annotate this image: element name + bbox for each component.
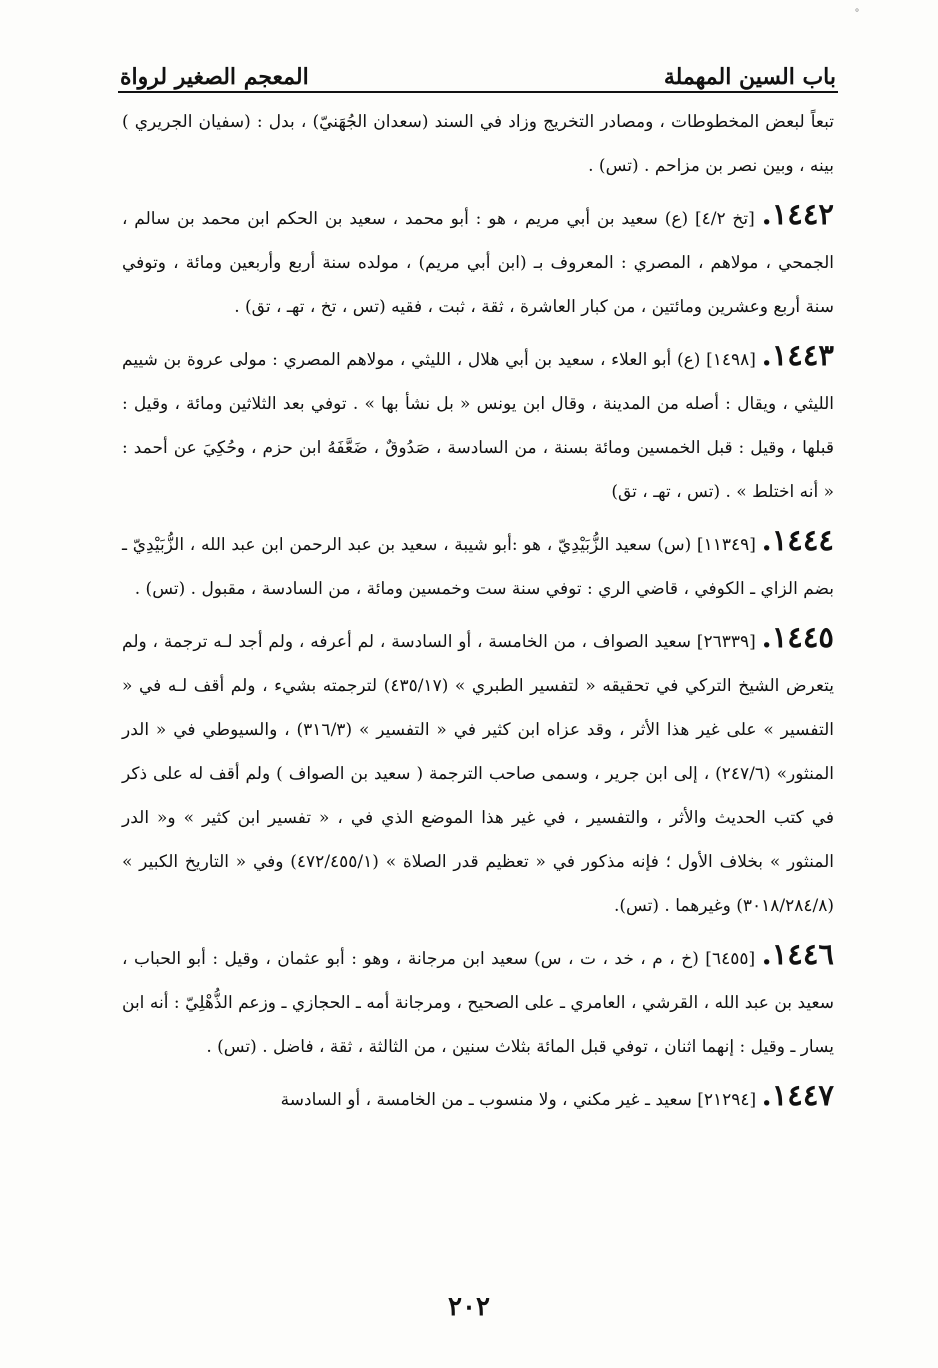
entry-text: [٢١٢٩٤] سعيد ـ غير مكني ، ولا منسوب ـ من الخامسة ، أو السادسة [280, 1090, 757, 1110]
entry-1443 [122, 333, 834, 514]
entry-number: ١٤٤٣. [761, 338, 834, 372]
book-title: المعجم الصغير لرواة [120, 64, 309, 90]
entry-number: ١٤٤٢. [761, 197, 835, 231]
entry-1442 [122, 192, 834, 329]
entry-text: [١٤٩٨] (ع) أبو العلاء ، سعيد بن أبي هلال ، الليثي ، مولاهم المصري : مولى عروة بن شييم الليثي ، ويقال : أصله من المدينة ، وقال ابن يونس « بل نشأ بها » . توفي بعد الثلاثين ومائة ، وقيل : قبلها ، وقيل : قبل الخمسين ومائة بسنة ، من السادسة ، صَدُوقٌ ، ضَعَّفَهُ ابن حزم ، وحُكِيَ عن أحمد : « أنه اختلط » . (تس ، تهـ ، تق) [122, 350, 834, 502]
entry-text: [تخ ٤/٢] (ع) سعيد بن أبي مريم ، هو : أبو محمد ، سعيد بن الحكم ابن محمد بن سالم ، الجمحي ، مولاهم ، المصري : المعروف بـ (ابن أبي مريم) ، مولده سنة أربع وأربعين ومائة ، وتوفي سنة أربع وعشرين ومائتين ، من كبار العاشرة ، ثقة ، ثبت ، فقيه (تس ، تخ ، تهـ ، تق) . [122, 209, 834, 317]
page-number: ٢٠٢ [448, 1292, 490, 1322]
entry-number: ١٤٤٤. [761, 523, 834, 557]
running-header [118, 40, 838, 96]
entry-1446 [122, 932, 834, 1069]
entry-number: ١٤٤٥. [761, 620, 834, 654]
entry-1444 [122, 518, 834, 611]
entry-text: [١١٣٤٩] (س) سعيد الزُّبَيْدِيّ ، هو :أبو شيبة ، سعيد بن عبد الرحمن ابن عبد الله ، الزُّبَيْدِيّ ـ بضم الزاي ـ الكوفي ، قاضي الري : توفي سنة ست وخمسين ومائة ، من السادسة ، مقبول . (تس) . [122, 535, 834, 599]
continuation-paragraph: تبعاً لبعض المخطوطات ، ومصادر التخريج وزاد في السند (سعدان الجُهَنيّ) ، بدل : (سفيان الجريري ) بينه ، وبين نصر بن مزاحم . (تس) . [122, 112, 834, 176]
page-body [122, 100, 834, 1126]
entry-1447 [122, 1073, 834, 1122]
entry-number: ١٤٤٦. [761, 937, 835, 971]
header-rule [118, 91, 838, 93]
entry-text: [٦٤٥٥] (خ ، م ، خد ، ت ، س) سعيد ابن مرجانة ، وهو : أبو عثمان ، وقيل : أبو الحباب ، سعيد بن عبد الله ، القرشي ، العامري ـ على الصحيح ، ومرجانة أمه ـ الحجازي ـ وزعم الذُّهْلِيّ : أنه ابن يسار ـ وقيل : إنهما اثنان ، توفي قبل المائة بثلاث سنين ، من الثالثة ، ثقة ، فاضل . (تس) . [122, 949, 834, 1057]
entry-1445 [122, 615, 834, 928]
entry-text: [٢٦٣٣٩] سعيد الصواف ، من الخامسة ، أو السادسة ، لم أعرفه ، ولم أجد لـه ترجمة ، ولم يتعرض الشيخ التركي في تحقيقه « لتفسير الطبري » (٤٣٥/١٧) لترجمته بشيء ، ولم أقف لـه في « التفسير » على غير هذا الأثر ، وقد عزاه ابن كثير في « التفسير » (٣١٦/٣) ، والسيوطي في « الدر المنثور» (٢٤٧/٦) ، إلى ابن جرير ، وسمى صاحب الترجمة ( سعيد بن الصواف ) ولم أقف له على ذكر في كتب الحديث والأثر ، والتفسير ، في غير هذا الموضع الذي في ، « تفسير ابن كثير » و« الدر المنثور » بخلاف الأول ؛ فإنه مذكور في « تعظيم قدر الصلاة » (٤٧٢/٤٥٥/١) وفي « التاريخ الكبير » (٣٠١٨/٢٨٤/٨) وغيرهما . (تس). [122, 632, 834, 916]
entry-number: ١٤٤٧. [761, 1078, 834, 1112]
section-title: باب السين المهملة [663, 64, 836, 90]
corner-mark: ˚ [854, 8, 860, 22]
